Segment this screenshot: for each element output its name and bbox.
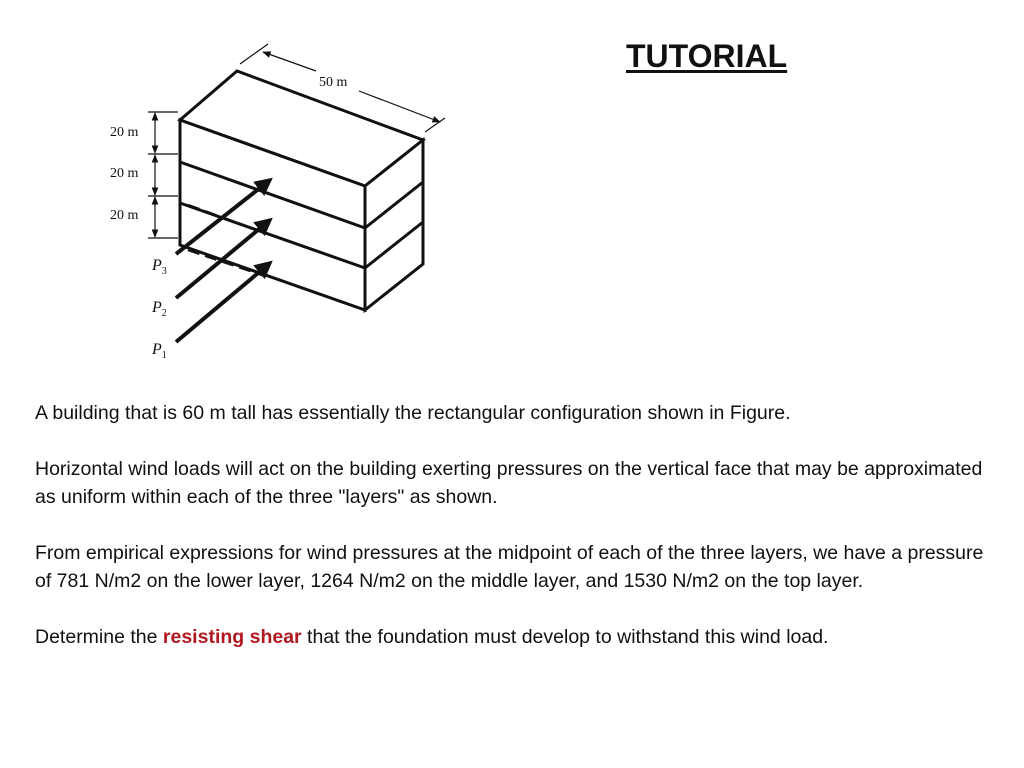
problem-statement xyxy=(35,399,995,679)
layer-height-label-bottom: 20 m xyxy=(110,208,139,223)
paragraph-intro: A building that is 60 m tall has essentially the rectangular configuration shown in Figure. xyxy=(35,402,791,424)
slide-title: TUTORIAL xyxy=(626,38,788,74)
layer-height-label-top: 20 m xyxy=(110,125,139,140)
force-label-p1: $P_1$ xyxy=(152,341,167,361)
paragraph-question xyxy=(35,623,995,651)
layer-height-label-middle: 20 m xyxy=(110,166,139,181)
paragraph-pressures: From empirical expressions for wind pressures at the midpoint of each of the three layers, we have a pressure of 781 N/m2 on the lower layer, 1264 N/m2 on the middle layer, and 1530 N/m2 on the top layer. xyxy=(35,542,984,592)
question-tail: that the foundation must develop to withstand this wind load. xyxy=(301,626,829,648)
force-label-p3: $P_3$ xyxy=(152,257,167,277)
highlight-resisting-shear: resisting shear xyxy=(162,626,302,648)
height-dimension xyxy=(148,112,178,238)
length-label: 50 m xyxy=(319,75,348,90)
building-box xyxy=(180,71,423,310)
paragraph-wind-loads: Horizontal wind loads will act on the building exerting pressures on the vertical face that may be approximated as uniform within each of the three "layers" as shown. xyxy=(35,458,983,508)
building-figure xyxy=(0,0,520,380)
length-dim-line-left xyxy=(263,52,316,71)
force-label-p2: $P_2$ xyxy=(152,299,167,319)
pressure-arrow-p1 xyxy=(176,263,270,342)
length-dim-line-right xyxy=(359,91,440,122)
question-lead: Determine the xyxy=(35,626,163,648)
length-extension-left xyxy=(240,44,268,64)
